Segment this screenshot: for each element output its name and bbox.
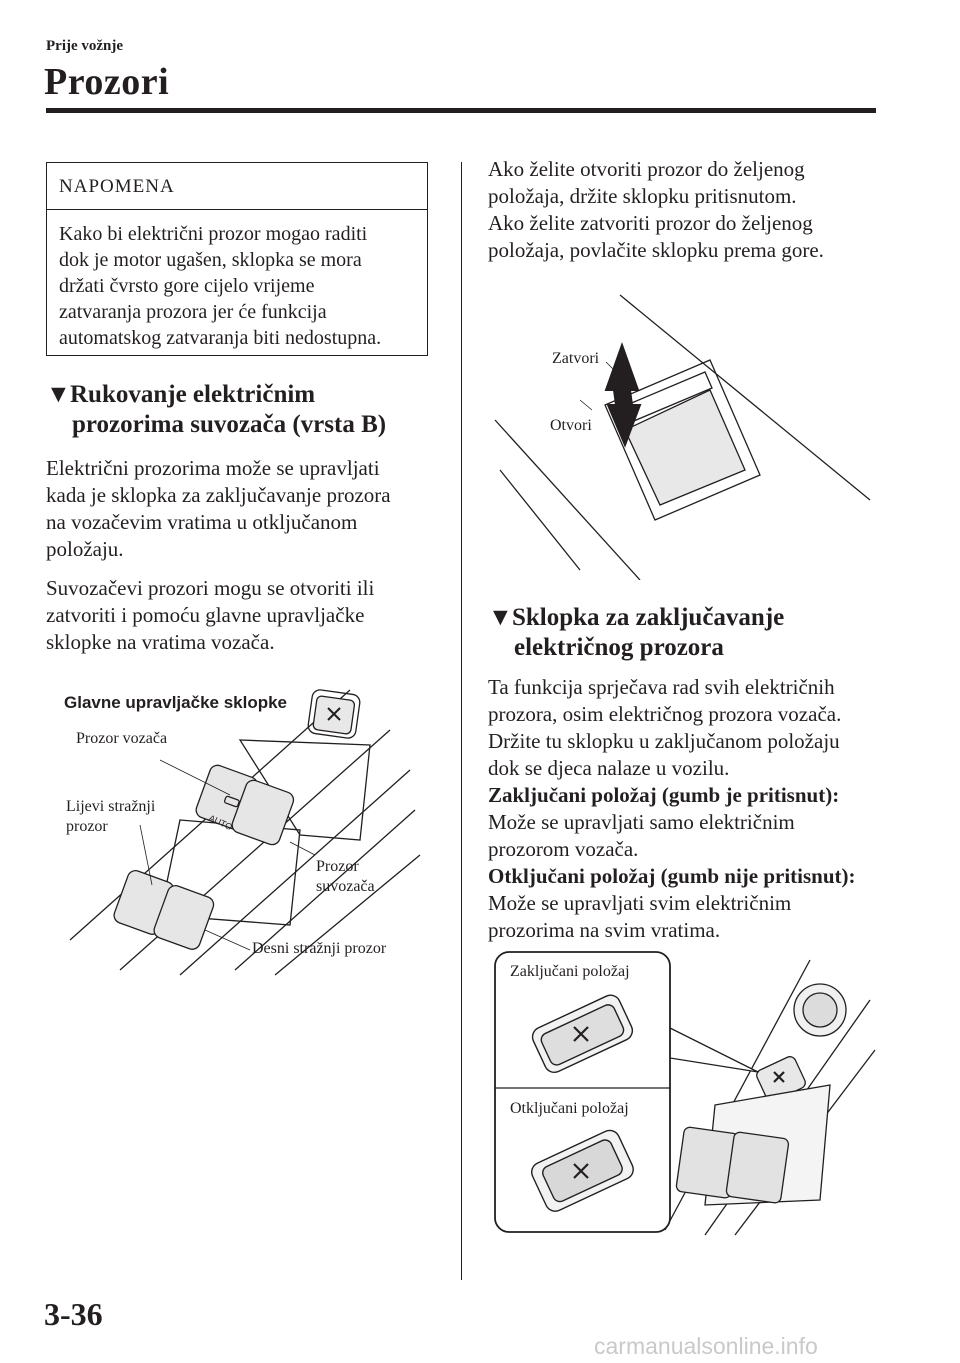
text-line: Ako želite otvoriti prozor do željenog [488,157,805,181]
text-line: sklopke na vratima vozača. [46,630,275,654]
text-line: Ta funkcija sprječava rad svih električnih [488,675,835,699]
note-line: automatskog zatvaranja biti nedostupna. [59,327,382,349]
note-line: dok je motor ugašen, sklopka se mora [59,249,362,271]
label-line: suvozača [316,878,375,895]
text-line: Može se upravljati samo električnim [488,810,795,834]
chapter-label: Prije vožnje [46,38,124,54]
label-open: Otvori [550,417,592,434]
text-line: kada je sklopka za zaključavanje prozora [46,483,391,507]
section-heading-line: Sklopka za zaključavanje [512,604,785,631]
note-line: Kako bi električni prozor mogao raditi [59,223,368,245]
triangle-down-icon: ▼ [488,604,513,631]
label-driver-window: Prozor vozača [76,730,168,747]
text-line: Suvozačevi prozori mogu se otvoriti ili [46,576,375,600]
section-heading-passenger [46,380,386,440]
text-line: položaju. [46,537,124,561]
text-line: Električni prozorima može se upravljati [46,456,380,480]
note-header [47,163,427,210]
text-line: na vozačevim vratima u otključanom [46,510,358,534]
text-line: Ako želite zatvoriti prozor do željenog [488,211,813,235]
column-divider [461,162,462,1280]
label-rear-right: Desni stražnji prozor [252,940,387,957]
page-number: 3-36 [44,1296,103,1332]
lock-switch-illustration [490,940,890,1240]
label-line: Prozor [316,858,359,875]
text-line: prozorom vozača. [488,837,639,861]
section-heading-line: električnog prozora [514,634,724,661]
text-line: prozora, osim električnog prozora vozača. [488,702,842,726]
label-unlocked-position: Otključani položaj [510,1100,629,1117]
text-line: položaja, držite sklopku pritisnutom. [488,184,797,208]
locked-position-label: Zaključani položaj (gumb je pritisnut): [488,783,840,807]
watermark: carmanualsonline.info [594,1333,818,1359]
close-open-illustration [480,280,890,580]
auto-mark: AUTO [207,812,234,833]
text-line: Držite tu sklopku u zaključanom položaju [488,729,840,753]
fig-title-main-switches: Glavne upravljačke sklopke [64,693,288,712]
note-body [59,221,425,351]
triangle-down-icon: ▼ [46,381,71,408]
title-rule [46,108,876,113]
label-rear-left [66,797,155,837]
text-line: položaja, povlačite sklopku prema gore. [488,238,824,262]
label-line: prozor [66,818,108,835]
passenger-paragraph-2 [46,575,446,656]
note-line: držati čvrsto gore cijelo vrijeme [59,275,315,297]
label-close: Zatvori [552,350,600,367]
section-heading-lock [488,603,784,663]
note-box [46,162,428,356]
text-line: dok se djeca nalaze u vozilu. [488,756,730,780]
section-heading-line: Rukovanje električnim [70,381,316,408]
section-heading-line: prozorima suvozača (vrsta B) [72,411,387,438]
text-line: zatvoriti i pomoću glavne upravljačke [46,603,365,627]
note-heading: NAPOMENA [59,176,175,197]
page-title: Prozori [44,61,170,103]
label-line: Lijevi stražnji [66,798,156,815]
note-line: zatvaranja prozora jer će funkcija [59,301,327,323]
label-locked-position: Zaključani položaj [510,963,630,980]
text-line: prozorima na svim vratima. [488,918,721,942]
text-line: Može se upravljati svim električnim [488,891,792,915]
passenger-paragraph-1 [46,455,446,563]
label-passenger-window [316,857,375,897]
unlocked-position-label: Otključani položaj (gumb nije pritisnut): [488,864,856,888]
lock-paragraph [488,674,908,944]
right-intro-paragraph [488,156,908,264]
